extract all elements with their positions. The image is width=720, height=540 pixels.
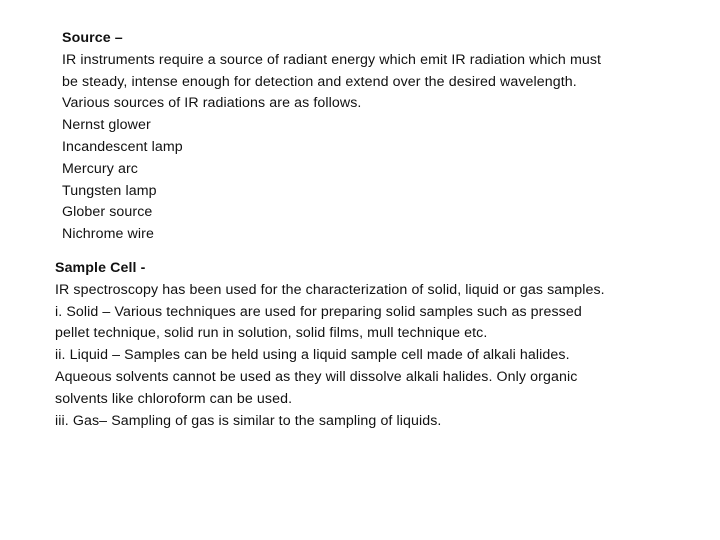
source-list-item: Glober source xyxy=(62,204,153,221)
source-heading: Source – xyxy=(62,30,123,46)
sample-cell-heading: Sample Cell - xyxy=(55,260,146,276)
source-section xyxy=(62,28,702,246)
sample-text-line: IR spectroscopy has been used for the characterization of solid, liquid or gas samples. xyxy=(55,281,605,298)
source-list-item: Nernst glower xyxy=(62,117,151,134)
source-text-line: Various sources of IR radiations are as follows. xyxy=(62,95,362,112)
source-text-line: be steady, intense enough for detection and extend over the desired wavelength. xyxy=(62,73,577,90)
source-list-item: Mercury arc xyxy=(62,160,138,177)
sample-cell-section xyxy=(55,258,705,432)
sample-text-line: ii. Liquid – Samples can be held using a liquid sample cell made of alkali halides. xyxy=(55,347,570,364)
source-list-item: Tungsten lamp xyxy=(62,182,157,199)
source-list-item: Incandescent lamp xyxy=(62,138,183,155)
sample-text-line: pellet technique, solid run in solution, solid films, mull technique etc. xyxy=(55,325,488,342)
sample-text-line: iii. Gas– Sampling of gas is similar to the sampling of liquids. xyxy=(55,412,442,429)
source-list-item: Nichrome wire xyxy=(62,226,154,243)
sample-text-line: i. Solid – Various techniques are used for preparing solid samples such as pressed xyxy=(55,303,582,320)
sample-text-line: Aqueous solvents cannot be used as they will dissolve alkali halides. Only organic xyxy=(55,368,578,385)
source-text-line: IR instruments require a source of radiant energy which emit IR radiation which must xyxy=(62,51,602,68)
sample-text-line: solvents like chloroform can be used. xyxy=(55,390,293,407)
